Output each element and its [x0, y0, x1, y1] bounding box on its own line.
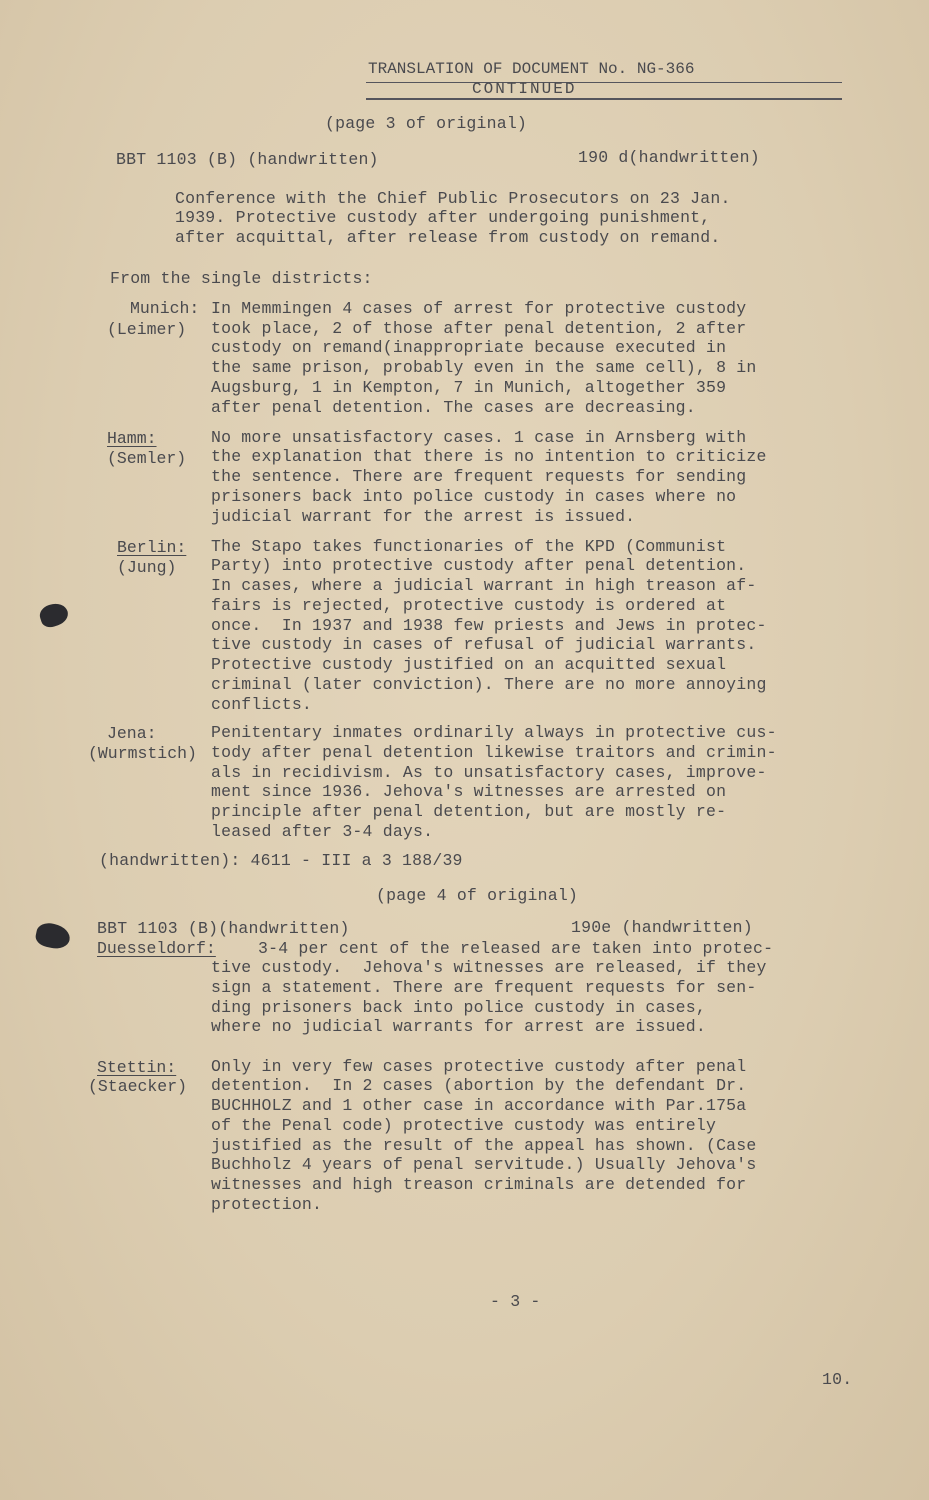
jena-line: principle after penal detention, but are mostly re-: [211, 802, 727, 821]
conference-line-1: Conference with the Chief Public Prosecutors on 23 Jan.: [175, 189, 731, 208]
hamm-line: the sentence. There are frequent requests for sending: [211, 467, 747, 486]
hamm-person: (Semler): [107, 449, 187, 468]
munich-person: (Leimer): [107, 320, 187, 339]
duesseldorf-label: Duesseldorf:: [97, 939, 216, 958]
jena-person: (Wurmstich): [88, 744, 197, 763]
jena-line: als in recidivism. As to unsatisfactory cases, improve-: [211, 763, 767, 782]
jena-line: tody after penal detention likewise traitors and crimin-: [211, 743, 777, 762]
jena-label: Jena:: [107, 724, 157, 743]
bbt-ref-left-2: BBT 1103 (B)(handwritten): [97, 919, 350, 938]
berlin-line: tive custody in cases of refusal of judicial warrants.: [211, 635, 757, 654]
munich-line: the same prison, probably even in the same cell), 8 in: [211, 358, 757, 377]
berlin-line: Party) into protective custody after penal detention.: [211, 556, 747, 575]
jena-line: Penitentary inmates ordinarily always in protective cus-: [211, 723, 777, 742]
page3-marker: (page 3 of original): [325, 114, 528, 133]
header-rule-top: [366, 82, 842, 83]
duesseldorf-line: tive custody. Jehova's witnesses are released, if they: [211, 958, 767, 977]
stettin-line: of the Penal code) protective custody was entirely: [211, 1116, 717, 1135]
corner-page-number: 10.: [822, 1370, 853, 1389]
berlin-line: criminal (later conviction). There are no more annoying: [211, 675, 767, 694]
stettin-line: protection.: [211, 1195, 323, 1214]
stettin-label: Stettin:: [97, 1058, 177, 1077]
handwritten-reference: (handwritten): 4611 - III a 3 188/39: [99, 851, 463, 870]
hamm-line: prisoners back into police custody in cases where no: [211, 487, 737, 506]
berlin-person: (Jung): [117, 558, 177, 577]
jena-line: leased after 3-4 days.: [211, 822, 434, 841]
continued-label: CONTINUED: [472, 80, 577, 98]
conference-line-2: 1939. Protective custody after undergoing punishment,: [175, 208, 711, 227]
stettin-line: justified as the result of the appeal has shown. (Case: [211, 1136, 757, 1155]
stettin-line: Buchholz 4 years of penal servitude.) Usually Jehova's: [211, 1155, 757, 1174]
bbt-ref-right: 190 d(handwritten): [578, 148, 760, 167]
duesseldorf-line: where no judicial warrants for arrest are issued.: [211, 1017, 706, 1036]
bbt-ref-right-2: 190e (handwritten): [571, 918, 753, 937]
hamm-line: the explanation that there is no intention to criticize: [211, 447, 767, 466]
stettin-line: witnesses and high treason criminals are detended for: [211, 1175, 747, 1194]
berlin-line: In cases, where a judicial warrant in high treason af-: [211, 576, 757, 595]
berlin-line: The Stapo takes functionaries of the KPD (Communist: [211, 537, 727, 556]
berlin-label: Berlin:: [117, 538, 187, 557]
duesseldorf-line: ding prisoners back into police custody in cases,: [211, 998, 706, 1017]
translation-header: TRANSLATION OF DOCUMENT No. NG-366: [368, 60, 695, 78]
conference-line-3: after acquittal, after release from custody on remand.: [175, 228, 721, 247]
jena-line: ment since 1936. Jehova's witnesses are arrested on: [211, 782, 727, 801]
munich-line: took place, 2 of those after penal detention, 2 after: [211, 319, 747, 338]
stettin-line: Only in very few cases protective custody after penal: [211, 1057, 747, 1076]
hamm-line: No more unsatisfactory cases. 1 case in Arnsberg with: [211, 428, 747, 447]
munich-line: In Memmingen 4 cases of arrest for protective custody: [211, 299, 747, 318]
munich-line: after penal detention. The cases are decreasing.: [211, 398, 696, 417]
stettin-person: (Staecker): [88, 1077, 188, 1096]
duesseldorf-line: sign a statement. There are frequent requests for sen-: [211, 978, 757, 997]
bbt-ref-left: BBT 1103 (B) (handwritten): [116, 150, 379, 169]
munich-line: custody on remand(inappropriate because executed in: [211, 338, 727, 357]
header-rule-bottom: [366, 98, 842, 100]
stettin-line: BUCHHOLZ and 1 other case in accordance with Par.175a: [211, 1096, 747, 1115]
stettin-line: detention. In 2 cases (abortion by the defendant Dr.: [211, 1076, 747, 1095]
berlin-line: conflicts.: [211, 695, 313, 714]
berlin-line: once. In 1937 and 1938 few priests and Jews in protec-: [211, 616, 767, 635]
munich-line: Augsburg, 1 in Kempton, 7 in Munich, altogether 359: [211, 378, 727, 397]
districts-heading: From the single districts:: [110, 269, 373, 288]
hamm-line: judicial warrant for the arrest is issued.: [211, 507, 636, 526]
berlin-line: fairs is rejected, protective custody is ordered at: [211, 596, 727, 615]
munich-label: Munich:: [130, 299, 200, 318]
hamm-label: Hamm:: [107, 429, 157, 448]
page4-marker: (page 4 of original): [376, 886, 579, 905]
berlin-line: Protective custody justified on an acquitted sexual: [211, 655, 727, 674]
page-number: - 3 -: [490, 1292, 541, 1311]
duesseldorf-first-line: 3-4 per cent of the released are taken into protec-: [258, 939, 774, 958]
